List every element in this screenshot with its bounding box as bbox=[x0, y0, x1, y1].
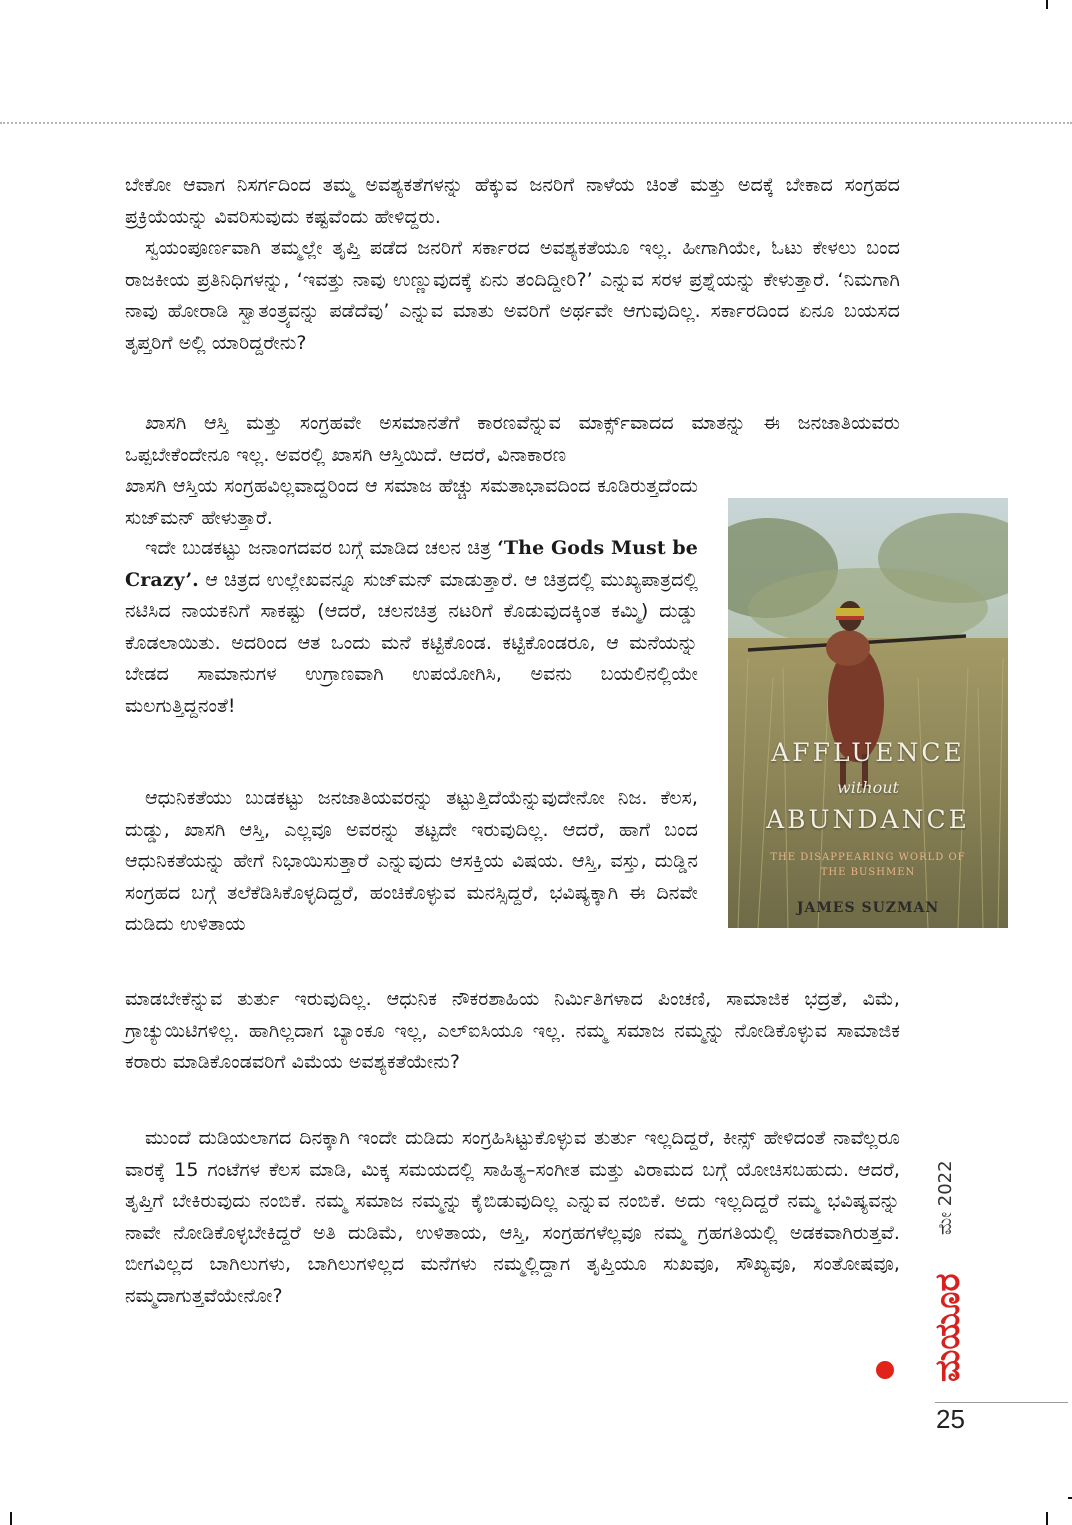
page-number: 25 bbox=[936, 1404, 965, 1434]
crop-mark-bottom-left bbox=[10, 1512, 12, 1525]
cover-subtitle-line2: THE BUSHMEN bbox=[820, 867, 916, 878]
book-cover-illustration bbox=[728, 498, 1008, 928]
issue-date: ಮೇ 2022 bbox=[935, 1160, 956, 1235]
paragraph-6: ಮುಂದೆ ದುಡಿಯಲಾಗದ ದಿನಕ್ಕಾಗಿ ಇಂದೇ ದುಡಿದು ಸಂಗ್ರಹಿಸಿಟ್ಟುಕೊಳ್ಳುವ ತುರ್ತು ಇಲ್ಲದಿದ್ದರೆ, ಕೀನ್ಸ್ ಹೇಳಿದಂತೆ ನಾವೆಲ್ಲರೂ ವಾರಕ್ಕೆ 15 ಗಂಟೆಗಳ ಕೆಲಸ ಮಾಡಿ, ಮಿಕ್ಕ ಸಮಯದಲ್ಲಿ ಸಾಹಿತ್ಯ–ಸಂಗೀತ ಮತ್ತು ವಿರಾಮದ ಬಗ್ಗೆ ಯೋಚಿಸಬಹುದು. ಆದರೆ, ತೃಪ್ತಿಗೆ ಬೇಕಿರುವುದು ನಂಬಿಕೆ. ನಮ್ಮ ಸಮಾಜ ನಮ್ಮನ್ನು ಕೈಬಿಡುವುದಿಲ್ಲ ಎನ್ನುವ ನಂಬಿಕೆ. ಅದು ಇಲ್ಲದಿದ್ದರೆ ನಮ್ಮ ಭವಿಷ್ಯವನ್ನು ನಾವೇ ನೋಡಿಕೊಳ್ಳಬೇಕಿದ್ದರೆ ಅತಿ ದುಡಿಮೆ, ಉಳಿತಾಯ, ಆಸ್ತಿ, ಸಂಗ್ರಹಗಳೆಲ್ಲವೂ ನಮ್ಮ ಗ್ರಹಗತಿಯಲ್ಲಿ ಅಡಕವಾಗಿರುತ್ತವೆ. ಬೀಗವಿಲ್ಲದ ಬಾಗಿಲುಗಳು, ಬಾಗಿಲುಗಳಿಲ್ಲದ ಮನೆಗಳು ನಮ್ಮಲ್ಲಿದ್ದಾಗ ತೃಪ್ತಿಯೂ ಸುಖವೂ, ಸೌಖ್ಯವೂ, ಸಂತೋಷವೂ, ನಮ್ಮದಾಗುತ್ತವೆಯೇನೋ? bbox=[125, 1127, 900, 1307]
film-title: ‘The Gods Must be Crazy’. bbox=[125, 537, 698, 591]
cover-title-line2: without bbox=[837, 778, 899, 797]
magazine-name: ಮಯೂರ bbox=[928, 1273, 968, 1382]
paragraph-4: ಇದೇ ಬುಡಕಟ್ಟು ಜನಾಂಗದವರ ಬಗ್ಗೆ ಮಾಡಿದ ಚಲನ ಚಿತ್ರ ‘The Gods Must be Crazy’. ಆ ಚಿತ್ರದ ಉಲ್ಲೇಖವನ್ನೂ ಸುಜ್‌ಮನ್ ಮಾಡುತ್ತಾರೆ. ಆ ಚಿತ್ರದಲ್ಲಿ ಮುಖ್ಯಪಾತ್ರದಲ್ಲಿ ನಟಿಸಿದ ನಾಯಕನಿಗೆ ಸಾಕಷ್ಟು (ಆದರೆ, ಚಲನಚಿತ್ರ ನಟರಿಗೆ ಕೊಡುವುದಕ್ಕಿಂತ ಕಮ್ಮಿ) ದುಡ್ಡು ಕೊಡಲಾಯಿತು. ಅದರಿಂದ ಆತ ಒಂದು ಮನೆ ಕಟ್ಟಿಕೊಂಡ. ಕಟ್ಟಿಕೊಂಡರೂ, ಆ ಮನೆಯನ್ನು ಬೇಡದ ಸಾಮಾನುಗಳ ಉಗ್ರಾಣವಾಗಿ ಉಪಯೋಗಿಸಿ, ಅವನು ಬಯಲಿನಲ್ಲಿಯೇ ಮಲಗುತ್ತಿದ್ದನಂತೆ! bbox=[125, 537, 698, 717]
paragraph-3-full: ಖಾಸಗಿ ಆಸ್ತಿ ಮತ್ತು ಸಂಗ್ರಹವೇ ಅಸಮಾನತೆಗೆ ಕಾರಣವೆನ್ನುವ ಮಾರ್ಕ್ಸ್‌ವಾದದ ಮಾತನ್ನು ಈ ಜನಜಾತಿಯವರು ಒಪ್ಪಬೇಕೆಂದೇನೂ ಇಲ್ಲ. ಅವರಲ್ಲಿ ಖಾಸಗಿ ಆಸ್ತಿಯಿದೆ. ಆದರೆ, ವಿನಾಕಾರಣ bbox=[125, 412, 900, 466]
paragraph-5-narrow: ಆಧುನಿಕತೆಯು ಬುಡಕಟ್ಟು ಜನಜಾತಿಯವರನ್ನು ತಟ್ಟುತ್ತಿದೆಯೆನ್ನುವುದೇನೋ ನಿಜ. ಕೆಲಸ, ದುಡ್ಡು, ಖಾಸಗಿ ಆಸ್ತಿ, ಎಲ್ಲವೂ ಅವರನ್ನು ತಟ್ಟದೇ ಇರುವುದಿಲ್ಲ. ಆದರೆ, ಹಾಗೆ ಬಂದ ಆಧುನಿಕತೆಯನ್ನು ಹೇಗೆ ನಿಭಾಯಿಸುತ್ತಾರೆ ಎನ್ನುವುದು ಆಸಕ್ತಿಯ ವಿಷಯ. ಆಸ್ತಿ, ವಸ್ತು, ದುಡ್ಡಿನ ಸಂಗ್ರಹದ ಬಗ್ಗೆ ತಲೆಕೆಡಿಸಿಕೊಳ್ಳದಿದ್ದರೆ, ಹಂಚಿಕೊಳ್ಳುವ ಮನಸ್ಸಿದ್ದರೆ, ಭವಿಷ್ಯಕ್ಕಾಗಿ ಈ ದಿನವೇ ದುಡಿದು ಉಳಿತಾಯ bbox=[125, 787, 698, 935]
paragraph-1: ಬೇಕೋ ಆವಾಗ ನಿಸರ್ಗದಿಂದ ತಮ್ಮ ಅವಶ್ಯಕತೆಗಳನ್ನು ಹೆಕ್ಕುವ ಜನರಿಗೆ ನಾಳೆಯ ಚಿಂತೆ ಮತ್ತು ಅದಕ್ಕೆ ಬೇಕಾದ ಸಂಗ್ರಹದ ಪ್ರಕ್ರಿಯೆಯನ್ನು ವಿವರಿಸುವುದು ಕಷ್ಟವೆಂದು ಹೇಳಿದ್ದರು. bbox=[125, 174, 900, 228]
paragraph-3-narrow: ಖಾಸಗಿ ಆಸ್ತಿಯ ಸಂಗ್ರಹವಿಲ್ಲವಾದ್ದರಿಂದ ಆ ಸಮಾಜ ಹೆಚ್ಚು ಸಮತಾಭಾವದಿಂದ ಕೂಡಿರುತ್ತದೆಂದು ಸುಜ್‌ಮನ್ ಹೇಳುತ್ತಾರೆ. bbox=[125, 475, 698, 529]
crop-mark-right bbox=[1068, 1497, 1072, 1499]
cover-title-line1: AFFLUENCE bbox=[771, 738, 965, 767]
footer-rule bbox=[935, 1402, 1068, 1403]
cover-author: JAMES SUZMAN bbox=[796, 900, 940, 916]
book-cover-image bbox=[728, 498, 1008, 928]
paragraph-5-full: ಮಾಡಬೇಕೆನ್ನುವ ತುರ್ತು ಇರುವುದಿಲ್ಲ. ಆಧುನಿಕ ನೌಕರಶಾಹಿಯ ನಿರ್ಮಿತಿಗಳಾದ ಪಿಂಚಣಿ, ಸಾಮಾಜಿಕ ಭದ್ರತೆ, ವಿಮೆ, ಗ್ರಾಚ್ಯುಯಿಟಿಗಳಿಲ್ಲ. ಹಾಗಿಲ್ಲದಾಗ ಬ್ಯಾಂಕೂ ಇಲ್ಲ, ಎಲ್‌ಐಸಿಯೂ ಇಲ್ಲ. ನಮ್ಮ ಸಮಾಜ ನಮ್ಮನ್ನು ನೋಡಿಕೊಳ್ಳುವ ಸಾಮಾಜಿಕ ಕರಾರು ಮಾಡಿಕೊಂಡವರಿಗೆ ವಿಮೆಯ ಅವಶ್ಯಕತೆಯೇನು? bbox=[125, 988, 900, 1073]
cover-title-line3: ABUNDANCE bbox=[766, 805, 970, 834]
end-of-article-dot bbox=[876, 1361, 894, 1379]
header-dotted-rule bbox=[0, 122, 1072, 124]
crop-mark-bottom-right bbox=[1046, 1512, 1048, 1525]
crop-mark-top-right bbox=[1046, 0, 1048, 9]
cover-subtitle-line1: THE DISAPPEARING WORLD OF bbox=[770, 852, 966, 863]
paragraph-2: ಸ್ವಯಂಪೂರ್ಣವಾಗಿ ತಮ್ಮಲ್ಲೇ ತೃಪ್ತಿ ಪಡೆದ ಜನರಿಗೆ ಸರ್ಕಾರದ ಅವಶ್ಯಕತೆಯೂ ಇಲ್ಲ. ಹೀಗಾಗಿಯೇ, ಓಟು ಕೇಳಲು ಬಂದ ರಾಜಕೀಯ ಪ್ರತಿನಿಧಿಗಳನ್ನು, ‘ಇವತ್ತು ನಾವು ಉಣ್ಣುವುದಕ್ಕೆ ಏನು ತಂದಿದ್ದೀರಿ?’ ಎನ್ನುವ ಸರಳ ಪ್ರಶ್ನೆಯನ್ನು ಕೇಳುತ್ತಾರೆ. ‘ನಿಮಗಾಗಿ ನಾವು ಹೋರಾಡಿ ಸ್ವಾತಂತ್ರ್ಯವನ್ನು ಪಡೆದೆವು’ ಎನ್ನುವ ಮಾತು ಅವರಿಗೆ ಅರ್ಥವೇ ಆಗುವುದಿಲ್ಲ. ಸರ್ಕಾರದಿಂದ ಏನೂ ಬಯಸದ ತೃಪ್ತರಿಗೆ ಅಲ್ಲಿ ಯಾರಿದ್ದರೇನು? bbox=[125, 237, 900, 354]
